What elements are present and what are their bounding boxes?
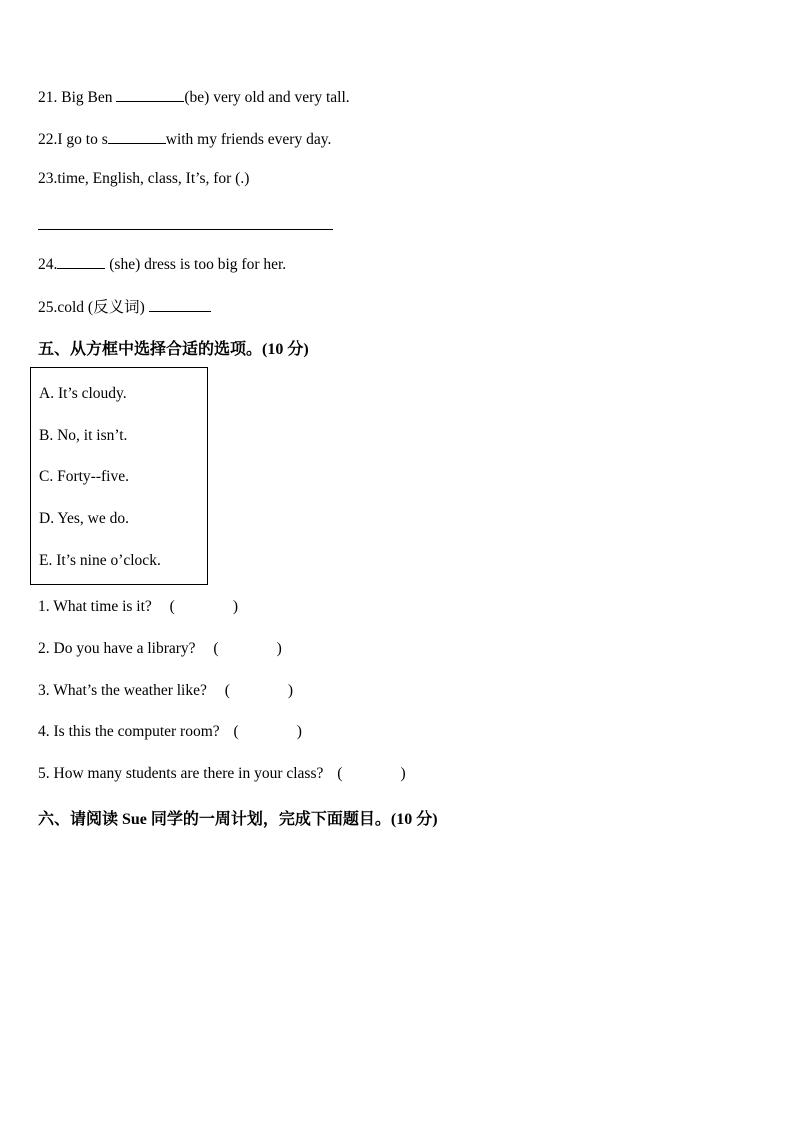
option-a: A. It’s cloudy. — [39, 385, 127, 402]
question-21-prefix: 21. Big Ben — [38, 89, 117, 106]
match-question-1 — [38, 598, 238, 616]
answer-paren-open-4: ( — [233, 723, 239, 740]
question-21 — [38, 87, 350, 107]
answer-paren-close-1: ) — [232, 598, 239, 615]
section-5-heading: 五、从方框中选择合适的选项。(10 分) — [38, 341, 309, 358]
question-25 — [38, 295, 211, 317]
answer-paren-close-3: ) — [287, 682, 294, 699]
question-23-text: 23.time, English, class, It’s, for (.) — [38, 170, 250, 187]
answer-blank-24[interactable] — [57, 254, 105, 269]
answer-paren-open-1: ( — [169, 598, 175, 615]
question-24-prefix: 24. — [38, 256, 58, 273]
question-23 — [38, 170, 249, 188]
match-question-3-text: 3. What’s the weather like? — [38, 682, 207, 699]
answer-paren-open-5: ( — [337, 765, 343, 782]
answer-blank-22[interactable] — [108, 129, 166, 144]
option-e: E. It’s nine o’clock. — [39, 552, 161, 569]
match-question-2-text: 2. Do you have a library? — [38, 640, 196, 657]
match-question-4-text: 4. Is this the computer room? — [38, 723, 220, 740]
question-22 — [38, 129, 331, 149]
answer-paren-open-2: ( — [213, 640, 219, 657]
answer-blank-21[interactable] — [116, 87, 184, 102]
answer-paren-close-4: ) — [296, 723, 302, 740]
section-6-heading: 六、请阅读 Sue 同学的一周计划，完成下面题目。(10 分) — [38, 811, 438, 828]
options-box — [30, 367, 208, 585]
option-d: D. Yes, we do. — [39, 510, 129, 527]
answer-line-23[interactable] — [38, 229, 333, 230]
question-22-suffix: with my friends every day. — [165, 131, 332, 148]
match-question-5-text: 5. How many students are there in your class? — [38, 765, 324, 782]
match-question-1-text: 1. What time is it? — [38, 598, 152, 615]
answer-paren-close-2: ) — [276, 640, 282, 657]
question-21-suffix: (be) very old and very tall. — [184, 89, 350, 106]
question-24-suffix: (she) dress is too big for her. — [105, 256, 287, 273]
match-question-4 — [38, 723, 302, 741]
question-25-prefix: 25.cold (反义词) — [38, 299, 149, 316]
answer-paren-open-3: ( — [224, 682, 230, 699]
question-24 — [38, 254, 286, 274]
match-question-2 — [38, 640, 282, 658]
answer-paren-close-5: ) — [400, 765, 406, 782]
match-question-3 — [38, 682, 293, 700]
answer-blank-25[interactable] — [149, 297, 211, 312]
question-22-prefix: 22.I go to s — [38, 131, 108, 148]
option-b: B. No, it isn’t. — [39, 427, 128, 444]
option-c: C. Forty--five. — [39, 468, 129, 485]
match-question-5 — [38, 765, 406, 783]
